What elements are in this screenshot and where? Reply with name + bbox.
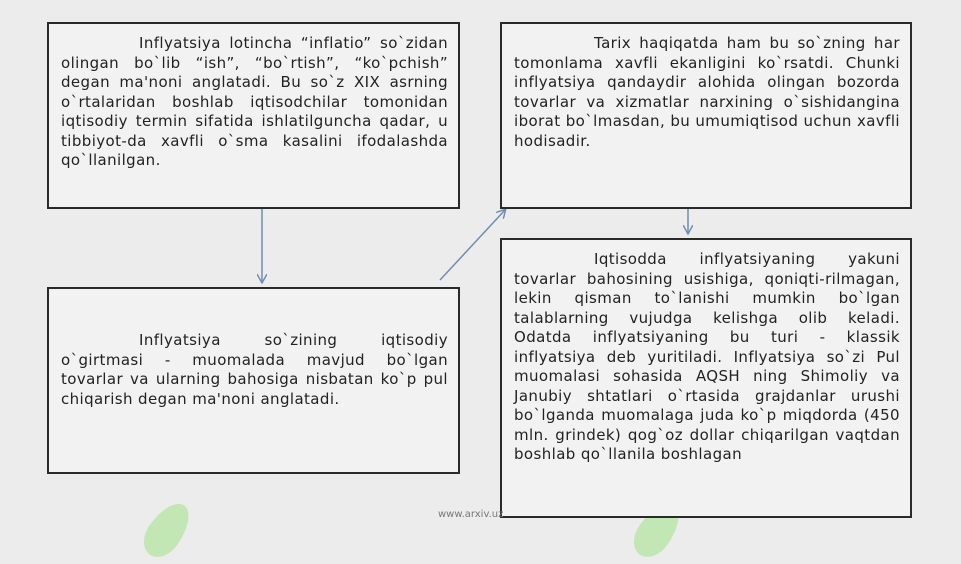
- box-text: Tarix haqiqatda ham bu so`zning har tomonlama xavfli ekanligini ko`rsatdi. Chunki inflyatsiya qandaydir alohida olingan bozorda tovarlar va xizmatlar narxining o`sishidangina iborat bo`lmasdan, bu umumiqtisod uchun xavfli hodisadir.: [514, 34, 900, 150]
- text-box-top-right: [500, 22, 912, 209]
- footer-url: www.arxiv.uz: [438, 509, 504, 520]
- box-text: Inflyatsiya lotincha “inflatio” so`zidan olingan bo`lib “ish”, “bo`rtish”, “ko`pchish” degan ma'noni anglatadi. Bu so`z XIX asrning o`rtalaridan boshlab iqtisodchilar tomonidan iqtisodiy termin sifatida ishlatilguncha qadar, u tibbiyot-da xavfli o`sma kasalini ifodalashda qo`llanilgan.: [61, 34, 448, 169]
- text-box-bottom-right: [500, 238, 912, 518]
- arrow-bl-to-tr: [440, 210, 505, 280]
- box-text: Inflyatsiya so`zining iqtisodiy o`girtmasi - muomalada mavjud bo`lgan tovarlar va ularning bahosiga nisbatan ko`p pul chiqarish degan ma'noni anglatadi.: [61, 331, 448, 408]
- text-box-bottom-left: [47, 287, 460, 474]
- box-text: Iqtisodda inflyatsiyaning yakuni tovarlar bahosining usishiga, qoniqti-rilmagan, lekin qisman to`lanishi mumkin bo`lgan talablarning vujudga kelishga olib keladi. Odatda inflyatsiyaning bu turi - klassik inflyatsiya deb yuritiladi. Inflyatsiya so`zi Pul muomalasi sohasida AQSH ning Shimoliy va Janubiy shtatlari o`rtasida grajdanlar urushi bo`lganda muomalaga juda ko`p miqdorda (450 mln. grindek) qog`oz dollar chiqarilgan vaqtdan boshlab qo`llanila boshlagan: [514, 250, 900, 463]
- text-box-top-left: [47, 22, 460, 209]
